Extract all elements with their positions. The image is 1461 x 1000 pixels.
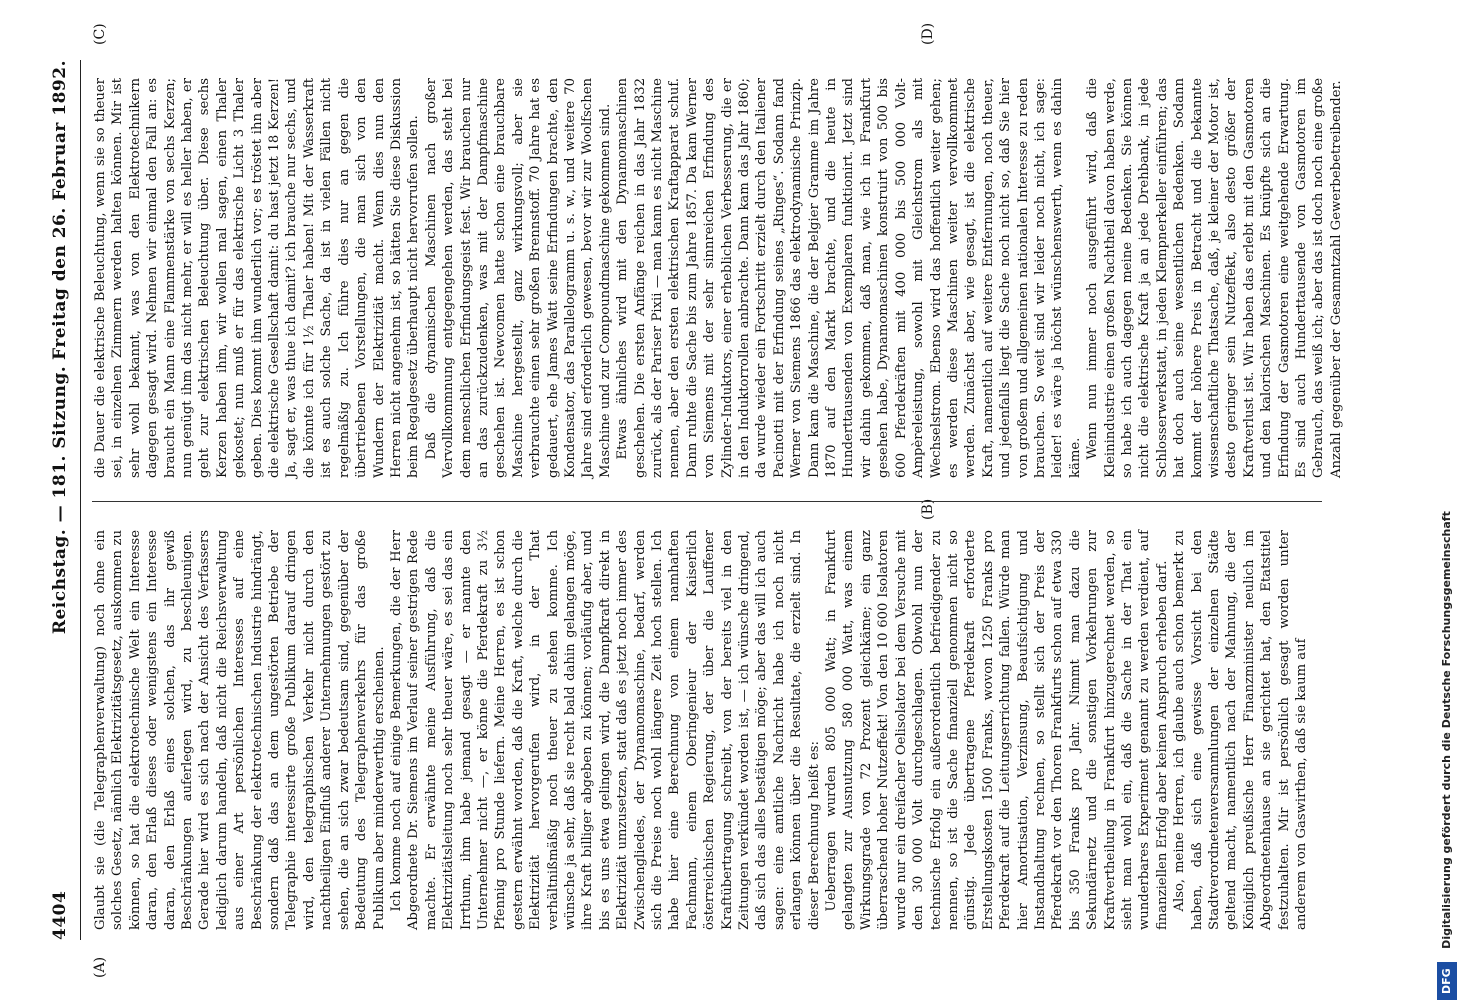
right-column — [92, 78, 1344, 478]
paragraph: die Dauer die elektrische Beleuchtung, wenn sie so theuer sei, in einzelnen Zimmern werden halten können. Mir ist sehr wohl bekannt, was von den Elektrotechnikern dagegen gesagt wird. Nehmen wir einmal den Fall an: es braucht ein Mann eine Flammenstärke von sechs Kerzen; nun genügt ihm das nicht mehr, er will es heller haben, er geht zur elektrischen Beleuchtung über. Diese sechs Kerzen haben ihm, wir wollen mal sagen, einen Thaler gekostet; nun muß er für das elektrische Licht 3 Thaler geben. Dies kommt ihm wunderlich vor; es tröstet ihn aber die elektrische Gesellschaft damit: du hast jetzt 18 Kerzen! Ja, sagt er, was thue ich damit? ich brauche nur sechs, und die könnte ich für 1½ Thaler haben! Mit der Wasserkraft ist es auch solche Sache, da ist in vielen Fällen nicht regelmäßig zu. Ich führe dies nur an gegen die übertriebenen Vorstellungen, die man sich von den Wundern der Elektrizität macht. Wenn dies nun den Herren nicht angenehm ist, so hätten Sie diese Diskussion beim Regalgesetz überhaupt nicht hervorrufen sollen. — [93, 78, 422, 478]
credit-text: Digitalisierung gefördert durch die Deutsche Forschungsgemeinschaft — [1440, 511, 1453, 949]
digitization-credit-bar — [1403, 0, 1453, 1000]
paragraph: Also, meine Herren, ich glaube auch schon bemerkt zu haben, daß sich eine gewisse Vorsicht bei den Stadtverordnetenversammlungen der einzelnen Städte geltend macht, namentlich nach der Mahnung, die der Königlich preußische Herr Finanzminister neulich im Abgeordnetenhause an sie gerichtet hat, den Etatstitel festzuhalten. Mir ist persönlich gesagt worden unter anderem von Gaswirthen, daß sie kaum auf — [1172, 530, 1310, 930]
page-header — [50, 60, 80, 940]
header-rule — [80, 60, 81, 940]
paragraph: Etwas ähnliches wird mit den Dynamomaschinen geschehen. Die ersten Anfänge reichen in das Jahr 1832 zurück, als der Pariser Pixii — man kann es nicht Maschine nennen, aber den ersten elektrischen Kraftapparat schuf. Dann ruhte die Sache bis zum Jahre 1857. Da kam Werner von Siemens mit der sehr sinnreichen Erfindung des Zylinder-Induktors, einer erheblichen Verbesserung, die er in den Induktorrollen anbrachte. Dann kam das Jahr 1860; da wurde wieder ein Fortschritt erzielt durch den Italiener Pacinotti mit der Erfindung seines „Ringes“. Sodann fand Werner von Siemens 1866 das elektrodynamische Prinzip. Dann kam die Maschine, die der Belgier Gramme im Jahre 1870 auf den Markt brachte, und die heute in Hunderttausenden von Exemplaren funktionirt. Jetzt sind wir dahin gekommen, daß man, wie ich in Frankfurt gesehen habe, Dynamomaschinen konstruirt von 500 bis 600 Pferdekräften mit 400 000 bis 500 000 Volt-Ampèreleistung, sowohl mit Gleichstrom als mit Wechselstrom. Ebenso wird das hoffentlich weiter gehen; es werden diese Maschinen weiter vervollkommnet werden. Zunächst aber, wie gesagt, ist die elektrische Kraft, namentlich auf weitere Entfernungen, noch theuer, und jedenfalls liegt die Sache noch nicht so, daß Sie hier von großem und allgemeinen nationalen Interesse zu reden brauchen. So weit sind wir leider noch nicht, ich sage: leider! es wäre ja höchst wünschenswerth, wenn es dahin käme. — [615, 78, 1083, 478]
margin-marker-c: (C) — [92, 23, 108, 45]
dfg-logo: DFG — [1437, 962, 1457, 1000]
session-title: Reichstag. — 181. Sitzung. — [50, 365, 70, 635]
paragraph: Glaubt sie (die Telegraphenverwaltung) noch ohne ein solches Gesetz, nämlich Elektrizitätsgesetz, auskommen zu können, so hat die elektrotechnische Welt ein Interesse daran, den Erlaß dieses oder wenigstens ein Interesse daran, den Erlaß eines solchen, das ihr gewiß Beschränkungen auferlegen wird, zu beschleunigen. Gerade hier wird es sich nach der Ansicht des Verfassers lediglich darum handeln, daß nicht die Reichsverwaltung aus einer Art persönlichen Interesses auf eine Beschränkung der elektrotechnischen Industrie hindrängt, sondern daß das an dem ungestörten Betriebe der Telegraphie interessirte große Publikum darauf dringen wird, den telegraphischen Verkehr nicht durch den nachtheiligen Einfluß anderer Unternehmungen gestört zu sehen, die an sich zwar bedeutsam sind, gegenüber der Bedeutung des Telegraphenverkehrs für das große Publikum aber minderwerthig erscheinen. — [93, 530, 387, 930]
column-divider — [92, 501, 1322, 502]
margin-marker-d: (D) — [920, 22, 936, 45]
paragraph: Ueberragen wurden 805 000 Watt; in Frankfurt gelangten zur Ausnutzung 580 000 Watt, was einem Wirkungsgrade von 72 Prozent gleichkäme; ein ganz überraschend hoher Nutzeffekt! Von den 10 600 Isolatoren wurde nur ein dreifacher Oelisolator bei dem Versuche mit den 30 000 Volt durchgeschlagen. Obwohl nun der technische Erfolg ein außerordentlich befriedigender zu nennen, so ist die Sache finanziell genommen nicht so günstig. Jede übertragene Pferdekraft erforderte Erstellungskosten 1500 Franks, wovon 1250 Franks pro Pferdekraft auf die Leitungserrichtung fallen. Würde man hier Amortisation, Verzinsung, Beaufsichtigung und Instandhaltung rechnen, so stellt sich der Preis der Pferdekraft vor den Thoren Frankfurts schon auf etwa 330 bis 350 Franks pro Jahr. Nimmt man dazu die Sekundärnetz und die sonstigen Vorkehrungen zur Kraftvertheilung in Frankfurt hinzugerechnet werden, so sieht man wohl ein, daß die Sache in der That ein wunderbares Experiment genannt zu werden verdient, auf finanziellen Erfolg aber keinen Anspruch erheben darf. — [824, 530, 1170, 930]
paragraph: Wenn nun immer noch ausgeführt wird, daß die Kleinindustrie einen großen Nachtheil davon haben werde, so habe ich auch dagegen meine Bedenken. Sie können nicht die elektrische Kraft ja an jede Drehbank, in jede Schlosserwerkstatt, in jeden Klempnerkeller einführen; das hat doch auch seine wesentlichen Bedenken. Sodann kommt der höhere Preis in Betracht und die bekannte wissenschaftliche Thatsache, daß, je kleiner der Motor ist, desto geringer sein Nutzeffekt, also desto größer der Kraftverlust ist. Wir haben das erlebt mit den Gasmotoren und den kalorischen Maschinen. Es knüpfte sich an die Erfindung der Gasmotoren eine weitgehende Erwartung. Es sind auch Hunderttausende von Gasmotoren im Gebrauch, das weiß ich; aber das ist doch noch eine große Anzahl gegenüber der Gesammtzahl Gewerbebetreibender. — [1085, 78, 1344, 478]
paragraph: Ich komme noch auf einige Bemerkungen, die der Herr Abgeordnete Dr. Siemens im Verlauf seiner gestrigen Rede machte. Er erwähnte meine Ausführung, daß die Elektrizitätsleitung noch sehr theuer wäre, es sei das ein Irrthum, ihm habe jemand gesagt — er nannte den Unternehmer nicht —, er könne die Pferdekraft zu 3½ Pfennig pro Stunde liefern. Meine Herren, es ist schon gestern erwähnt worden, daß die Kraft, welche durch die Elektrizität hervorgerufen wird, in der That verhältnißmäßig noch theuer zu stehen komme. Ich wünsche ja sehr, daß sie recht bald dahin gelangen möge, ihre Kraft billiger abgeben zu können; vorläufig aber, und bis es uns etwa gelingen wird, die Dampfkraft direkt in Elektrizität umzusetzen, statt daß es jetzt noch immer des Zwischengliedes, der Dynamomaschine, bedarf, werden sich die Preise noch wohl längere Zeit hoch stellen. Ich habe hier eine Berechnung von einem namhaften Fachmann, einem Oberingenieur der Kaiserlich österreichischen Regierung, der über die Lauffener Kraftübertragung schreibt, von der bereits viel in den Zeitungen verkündet worden ist, — ich wünsche dringend, daß sich das alles bestätigen möge; aber das will ich auch sagen: eine amtliche Nachricht habe ich noch nicht erlangen können über die Resultate, die erzielt sind. In dieser Berechnung heißt es: — [388, 530, 822, 930]
left-column — [92, 530, 1322, 930]
paragraph: Daß die dynamischen Maschinen nach großer Vervollkommnung entgegengehen werden, das steht bei dem menschlichen Erfindungsgeist fest. Wir brauchen nur an das zurückzudenken, was mit der Dampfmaschine geschehen ist. Newcomen hatte schon eine brauchbare Maschine hergestellt, ganz wirkungsvoll; aber sie verbrauchte einen sehr großen Brennstoff. 70 Jahre hat es gedauert, ehe James Watt seine Erfindungen brachte, den Kondensator, das Parallelogramm u. s. w., und weitere 70 Jahre sind erforderlich gewesen, bevor wir zur Woolfschen Maschine und zur Compoundmaschine gekommen sind. — [423, 78, 613, 478]
margin-marker-b: (B) — [920, 498, 936, 520]
margin-marker-a: (A) — [92, 956, 108, 978]
session-date: Freitag den 26. Februar 1892. — [50, 60, 70, 360]
page-number: 4404 — [50, 890, 70, 940]
